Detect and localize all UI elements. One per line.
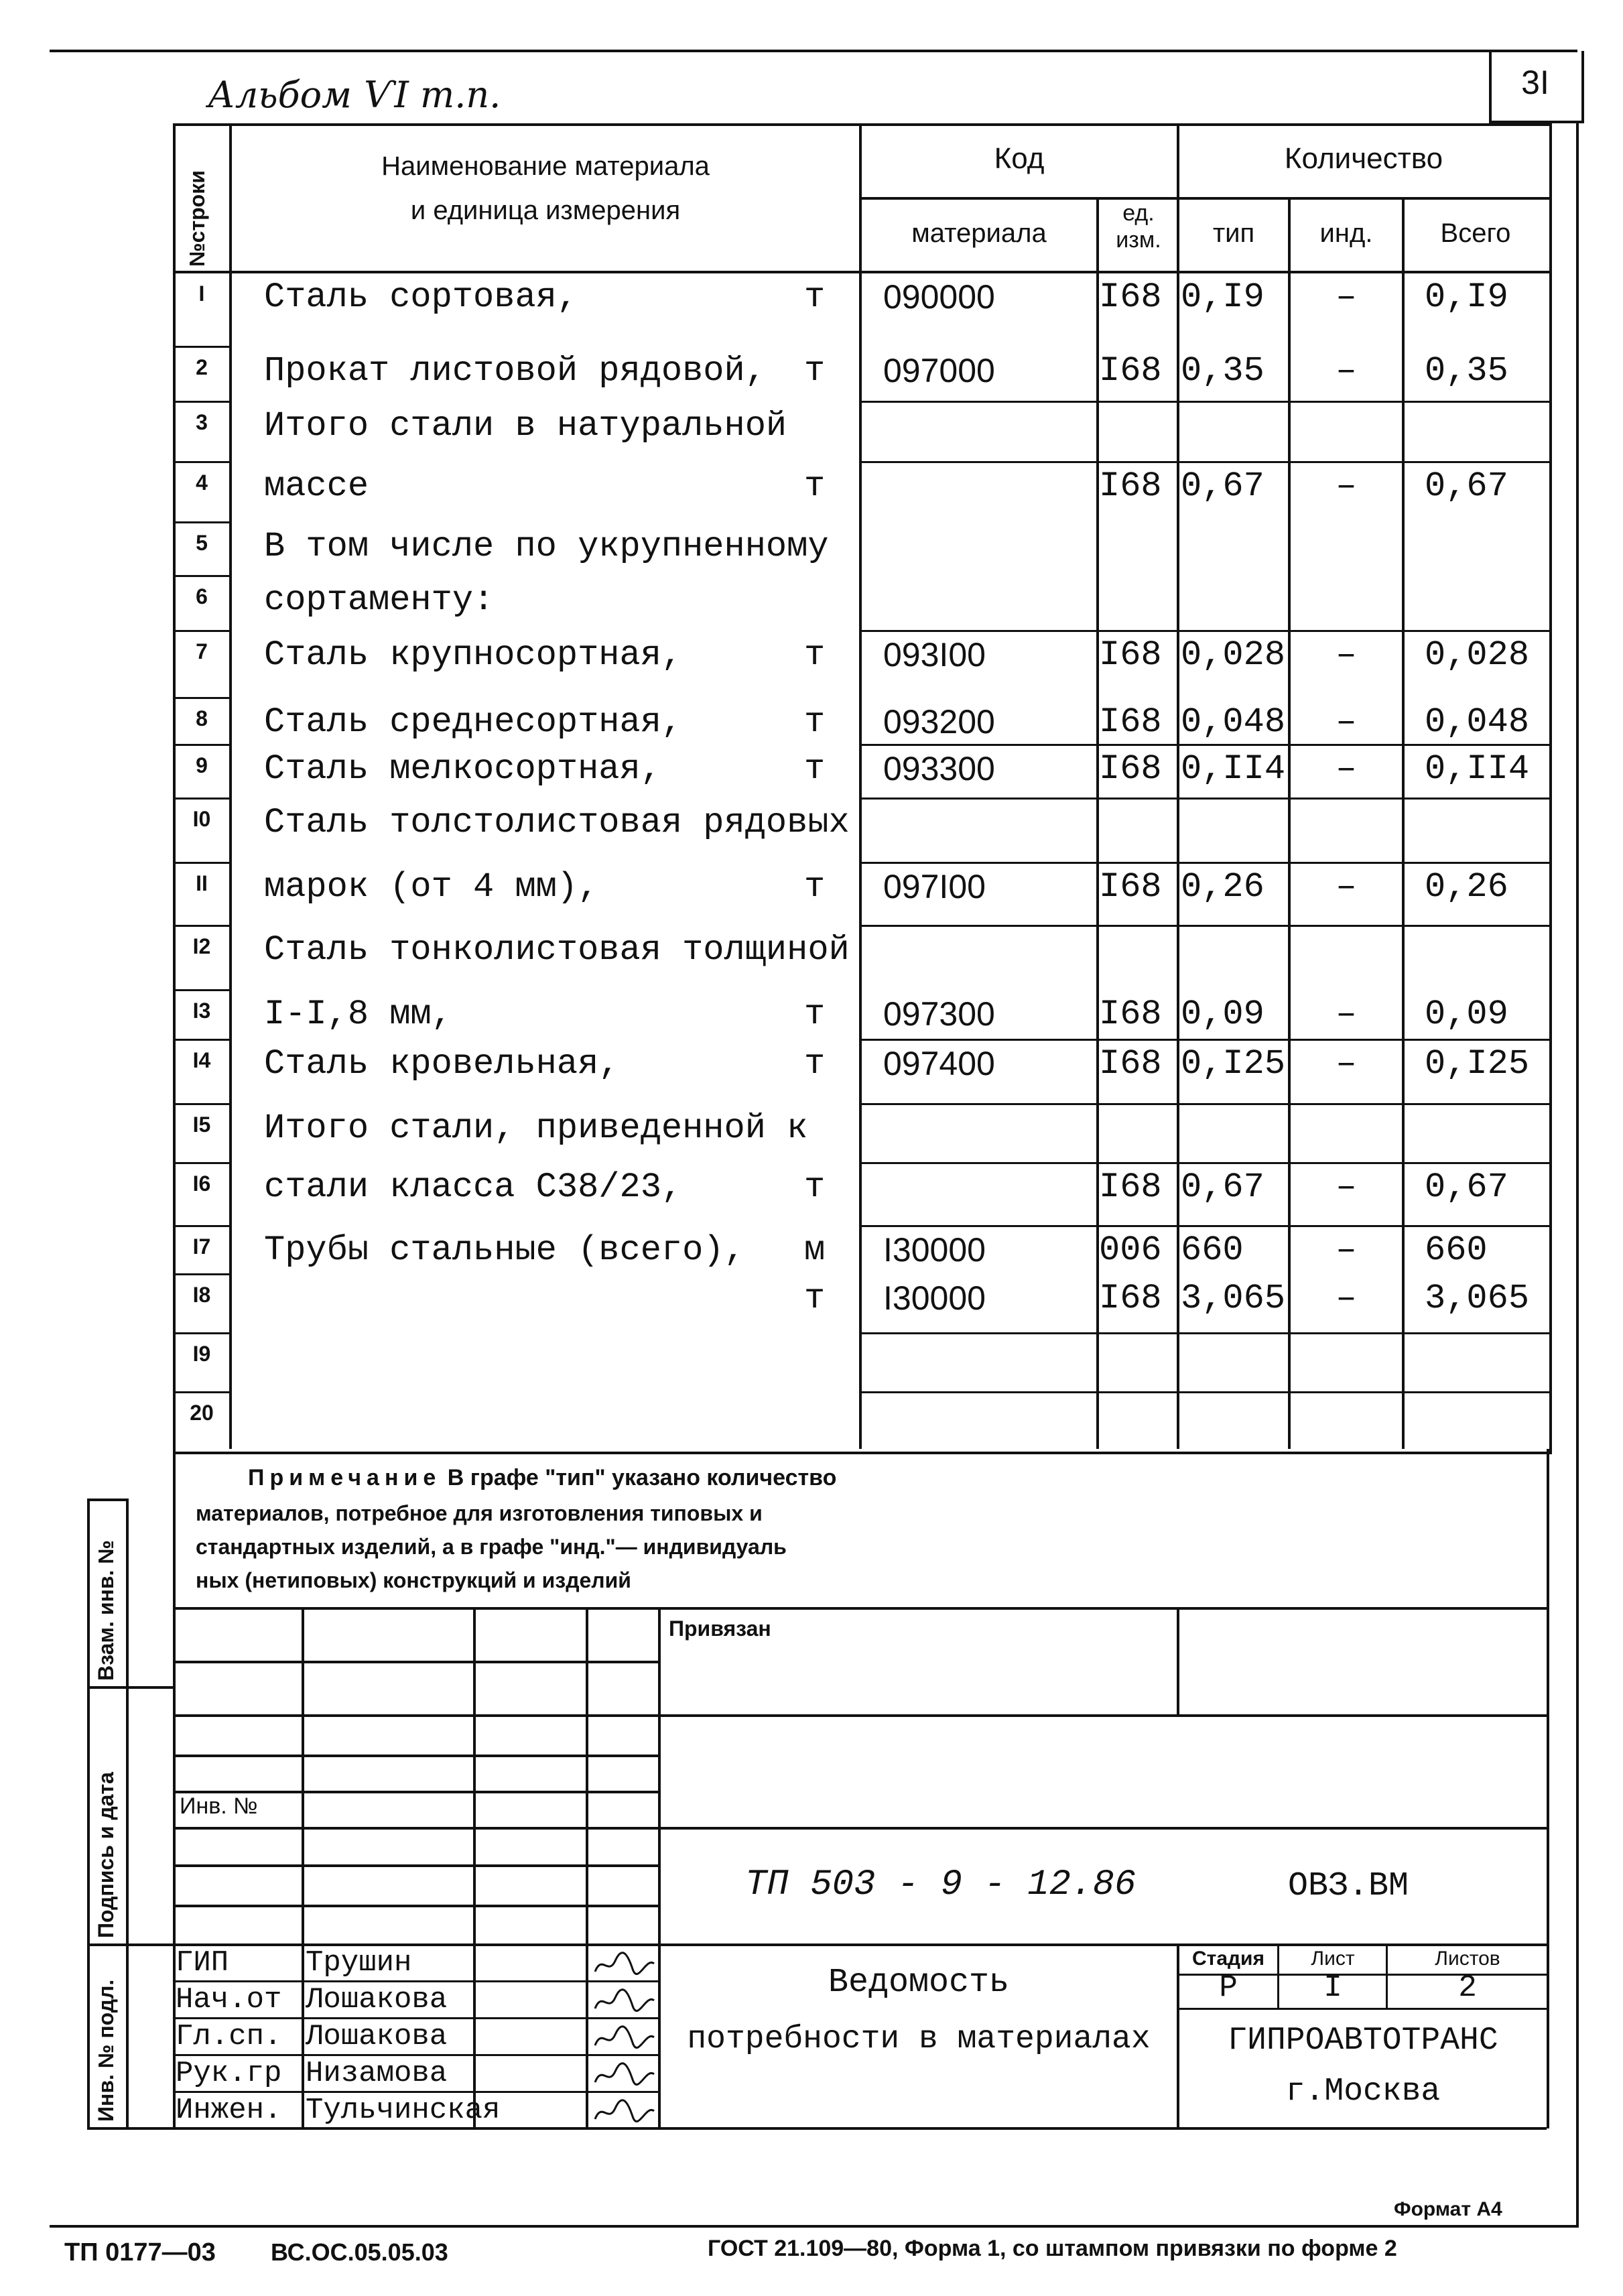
unit-letter: т <box>804 867 826 907</box>
col-line-name <box>229 123 232 1449</box>
person-role: Нач.от <box>176 1983 282 2017</box>
unit-code: I68 <box>1099 1279 1162 1318</box>
stamp-col-sig <box>586 1607 588 2127</box>
unit-code: I68 <box>1099 702 1162 742</box>
handwritten-signature <box>592 1949 657 1986</box>
stamp-right-edge <box>1547 1449 1549 2128</box>
row-number: I6 <box>192 1171 211 1196</box>
person-role: Инжен. <box>176 2094 282 2127</box>
row-separator <box>173 1162 229 1164</box>
row-separator <box>173 862 229 864</box>
material-name: Итого стали, приведенной к <box>264 1108 808 1148</box>
org-name: ГИПРОАВТОТРАНС <box>1228 2023 1498 2059</box>
row-number: I0 <box>192 807 211 831</box>
side-strip-div1 <box>87 1686 173 1689</box>
row-number: I2 <box>192 934 211 958</box>
type-header: тип <box>1212 218 1255 248</box>
total-header: Всего <box>1440 218 1511 248</box>
stamp-row-3 <box>173 1755 658 1757</box>
qty-ind: – <box>1336 995 1357 1034</box>
stamp-stage-col1 <box>1277 1943 1279 2008</box>
unit-code: I68 <box>1099 749 1162 789</box>
note-text-1: В графе "тип" указано количество <box>447 1465 837 1490</box>
stage-label: Стадия <box>1191 1948 1265 1970</box>
qty-total: 0,09 <box>1425 995 1508 1034</box>
person-name: Лошакова <box>306 2020 448 2053</box>
doc-mark: ОВЗ.ВМ <box>1288 1867 1409 1905</box>
page-right-edge <box>1576 121 1579 2225</box>
row-number: 8 <box>196 706 208 730</box>
row-separator <box>173 925 229 927</box>
side-label-podpis: Подпись и дата <box>94 1772 118 1938</box>
material-code: 093300 <box>883 750 995 787</box>
col-line-total <box>1402 197 1405 1449</box>
qty-type: 0,26 <box>1181 867 1264 907</box>
person-role: Гл.сп. <box>176 2020 282 2053</box>
row-rule <box>859 630 1549 632</box>
person-role: ГИП <box>176 1946 229 1980</box>
sheet-number: 3I <box>1521 64 1549 101</box>
material-code: 097300 <box>883 995 995 1033</box>
sheet-label: Лист <box>1311 1948 1355 1970</box>
qty-type: 0,II4 <box>1181 749 1286 789</box>
person-name: Лошакова <box>306 1983 448 2017</box>
row-separator <box>173 798 229 800</box>
unit-letter: т <box>804 702 826 742</box>
stamp-row-6 <box>173 1864 658 1867</box>
row-number: II <box>196 871 208 895</box>
material-name: массе <box>264 466 369 506</box>
row-number: 7 <box>196 639 208 663</box>
stamp-row-7 <box>173 1905 658 1907</box>
note-line-1 <box>248 1465 836 1491</box>
footer-mid-code: ВС.ОС.05.05.03 <box>271 2238 448 2266</box>
org-city: г.Москва <box>1285 2074 1441 2110</box>
qty-ind: – <box>1336 702 1357 742</box>
row-separator <box>173 521 229 523</box>
footer-rule <box>50 2225 1579 2228</box>
note-line-2: материалов, потребное для изготовления типовых и <box>196 1501 763 1525</box>
side-strip-left <box>87 1498 90 2128</box>
qty-type: 0,67 <box>1181 466 1264 506</box>
unit-code: I68 <box>1099 277 1162 317</box>
row-number: I3 <box>192 999 211 1023</box>
qty-total: 0,67 <box>1425 1167 1508 1207</box>
qty-type: 660 <box>1181 1230 1244 1270</box>
unit-code: I68 <box>1099 1044 1162 1084</box>
row-separator <box>173 401 229 403</box>
qty-type: 3,065 <box>1181 1279 1286 1318</box>
qty-total: 0,048 <box>1425 702 1530 742</box>
stamp-people-row-4 <box>173 2091 658 2093</box>
material-header: материала <box>911 218 1047 248</box>
material-name: Трубы стальные (всего), <box>264 1230 745 1270</box>
side-strip-mid <box>126 1498 129 2128</box>
person-name: Низамова <box>306 2057 448 2090</box>
row-separator <box>173 461 229 463</box>
row-rule <box>859 744 1549 746</box>
row-number: 5 <box>196 531 208 555</box>
material-code: 097000 <box>883 352 995 389</box>
row-rule <box>859 1103 1549 1105</box>
row-rule <box>859 1162 1549 1164</box>
row-rule <box>859 798 1549 800</box>
doc-code: ТП 503 - 9 - 12.86 <box>745 1864 1137 1905</box>
material-code: 097I00 <box>883 868 986 905</box>
stamp-stage-top <box>1177 1943 1547 1946</box>
footer-standard: ГОСТ 21.109—80, Форма 1, со штампом привязки по форме 2 <box>708 2236 1397 2261</box>
stamp-row-1 <box>173 1661 658 1663</box>
note-line-4: ных (нетиповых) конструкций и изделий <box>196 1568 631 1592</box>
row-number-header: №строки <box>185 170 209 267</box>
row-number: 9 <box>196 753 208 777</box>
row-separator <box>173 1332 229 1334</box>
code-header: Код <box>994 142 1045 175</box>
row-rule <box>859 1039 1549 1041</box>
stamp-row-2 <box>173 1714 1547 1717</box>
material-name: Сталь сортовая, <box>264 277 578 317</box>
qty-ind: – <box>1336 466 1357 506</box>
row-separator <box>173 697 229 699</box>
note-line-3: стандартных изделий, а в графе "инд."— индивидуаль <box>196 1535 787 1559</box>
stamp-stage-bottom <box>1177 2008 1547 2010</box>
material-name: I-I,8 мм, <box>264 995 452 1034</box>
sheets-label: Листов <box>1435 1948 1500 1970</box>
material-code: 093200 <box>883 703 995 741</box>
handwritten-signature <box>592 2059 657 2097</box>
row-number: I9 <box>192 1342 211 1366</box>
material-name: сортаменту: <box>264 580 495 620</box>
qty-total: 0,I25 <box>1425 1044 1530 1084</box>
handwritten-signature <box>592 1986 657 2023</box>
qty-total: 0,35 <box>1425 351 1508 391</box>
material-name: Сталь мелкосортная, <box>264 749 661 789</box>
material-code: 097400 <box>883 1045 995 1082</box>
row-separator <box>173 989 229 991</box>
header-mid-rule <box>859 197 1549 200</box>
stamp-people-row-2 <box>173 2017 658 2019</box>
unit-code: I68 <box>1099 1167 1162 1207</box>
qty-type: 0,048 <box>1181 702 1286 742</box>
material-name: Сталь тонколистовая толщиной <box>264 930 850 970</box>
row-separator <box>173 346 229 348</box>
person-name: Трушин <box>306 1946 412 1980</box>
sheet-value: I <box>1323 1970 1342 2005</box>
unit-code: 006 <box>1099 1230 1162 1270</box>
unit-letter: т <box>804 1279 826 1318</box>
material-name: стали класса С38/23, <box>264 1167 683 1207</box>
row-separator <box>173 1273 229 1275</box>
row-rule <box>859 1391 1549 1393</box>
material-name: В том числе по укрупненному <box>264 527 829 566</box>
material-name: Сталь кровельная, <box>264 1044 620 1084</box>
row-separator <box>173 630 229 632</box>
handwritten-signature <box>592 2023 657 2060</box>
stamp-col-role <box>302 1607 304 2127</box>
material-code: 093I00 <box>883 636 986 674</box>
stamp-bottom-rule <box>87 2127 1547 2130</box>
person-name: Тульчинская <box>306 2094 501 2127</box>
material-name: Сталь крупносортная, <box>264 635 683 675</box>
qty-type: 0,028 <box>1181 635 1286 675</box>
material-name: Сталь среднесортная, <box>264 702 683 742</box>
row-number: 6 <box>196 584 208 609</box>
row-rule <box>859 925 1549 927</box>
unit-letter: т <box>804 995 826 1034</box>
row-number: I7 <box>192 1234 211 1259</box>
row-number: 20 <box>190 1401 214 1425</box>
row-rule <box>859 1225 1549 1227</box>
qty-type: 0,67 <box>1181 1167 1264 1207</box>
unit-code: I68 <box>1099 995 1162 1034</box>
qty-total: 0,67 <box>1425 466 1508 506</box>
row-rule <box>859 401 1549 403</box>
qty-ind: – <box>1336 1167 1357 1207</box>
material-code: I30000 <box>883 1279 986 1317</box>
row-separator <box>173 1225 229 1227</box>
row-separator <box>173 1039 229 1041</box>
sheets-value: 2 <box>1458 1970 1477 2005</box>
unit-letter: т <box>804 1044 826 1084</box>
qty-ind: – <box>1336 749 1357 789</box>
unit-letter: т <box>804 635 826 675</box>
ind-header: инд. <box>1319 218 1373 248</box>
unit-code: I68 <box>1099 635 1162 675</box>
row-number: I4 <box>192 1048 211 1072</box>
unit-letter: т <box>804 749 826 789</box>
unit-header: ед. изм. <box>1116 200 1161 253</box>
material-name: Прокат листовой рядовой, <box>264 351 766 391</box>
stamp-people-row-1 <box>173 1980 658 1982</box>
stamp-privyazan-divider <box>1177 1607 1179 1714</box>
material-name: марок (от 4 мм), <box>264 867 599 907</box>
privyazan-label: Привязан <box>669 1616 771 1641</box>
qty-total: 0,II4 <box>1425 749 1530 789</box>
qty-ind: – <box>1336 1279 1357 1318</box>
qty-total: 0,I9 <box>1425 277 1508 317</box>
unit-letter: т <box>804 1167 826 1207</box>
col-line-qty <box>1177 123 1179 1449</box>
footer-left-code: ТП 0177—03 <box>64 2238 216 2267</box>
unit-code: I68 <box>1099 351 1162 391</box>
row-number: I5 <box>192 1112 211 1137</box>
note-title: Примечание <box>248 1465 442 1490</box>
material-code: 090000 <box>883 278 995 316</box>
row-number: 3 <box>196 410 208 434</box>
stamp-top-rule <box>173 1607 1547 1610</box>
row-number: 2 <box>196 355 208 379</box>
qty-type: 0,35 <box>1181 351 1264 391</box>
side-label-inv: Инв. № подл. <box>94 1979 118 2122</box>
row-separator <box>173 575 229 577</box>
row-rule <box>859 461 1549 463</box>
album-note: Альбом ѴІ т.п. <box>208 74 501 116</box>
row-rule <box>859 1332 1549 1334</box>
qty-type: 0,I9 <box>1181 277 1264 317</box>
quantity-header: Количество <box>1284 142 1443 175</box>
row-separator <box>173 744 229 746</box>
doc-title-1: Ведомость <box>828 1964 1010 2002</box>
row-separator <box>173 1103 229 1105</box>
qty-ind: – <box>1336 635 1357 675</box>
name-header-1: Наименование материала <box>381 151 710 181</box>
name-header-2: и единица измерения <box>410 196 681 225</box>
stamp-row-5 <box>173 1827 1547 1830</box>
stamp-stage-col2 <box>1386 1943 1388 2008</box>
unit-code: I68 <box>1099 867 1162 907</box>
header-bottom-rule <box>173 271 1549 273</box>
doc-title-2: потребности в материалах <box>687 2021 1151 2057</box>
format-label: Формат А4 <box>1394 2198 1502 2220</box>
inv-no-label: Инв. № <box>180 1793 258 1819</box>
qty-ind: – <box>1336 867 1357 907</box>
qty-total: 0,26 <box>1425 867 1508 907</box>
row-number: I <box>198 281 205 306</box>
material-name: Итого стали в натуральной <box>264 406 787 446</box>
qty-total: 3,065 <box>1425 1279 1530 1318</box>
row-number: 4 <box>196 470 208 495</box>
qty-ind: – <box>1336 277 1357 317</box>
stamp-people-row-3 <box>173 2054 658 2056</box>
qty-ind: – <box>1336 1044 1357 1084</box>
material-code: I30000 <box>883 1231 986 1269</box>
stamp-col-name <box>473 1607 476 2127</box>
handwritten-signature <box>592 2096 657 2134</box>
col-line-code <box>859 123 862 1449</box>
unit-letter: м <box>804 1230 826 1270</box>
row-number: I8 <box>192 1283 211 1307</box>
unit-code: I68 <box>1099 466 1162 506</box>
qty-type: 0,I25 <box>1181 1044 1286 1084</box>
qty-total: 660 <box>1425 1230 1488 1270</box>
unit-letter: т <box>804 277 826 317</box>
qty-total: 0,028 <box>1425 635 1530 675</box>
unit-letter: т <box>804 351 826 391</box>
material-name: Сталь толстолистовая рядовых <box>264 803 850 842</box>
top-rule <box>50 50 1577 52</box>
row-separator <box>173 1391 229 1393</box>
qty-type: 0,09 <box>1181 995 1264 1034</box>
qty-ind: – <box>1336 1230 1357 1270</box>
side-label-vzam: Взам. инв. № <box>94 1540 118 1681</box>
side-strip-top <box>87 1498 129 1501</box>
stage-value: Р <box>1219 1970 1238 2005</box>
row-rule <box>859 862 1549 864</box>
unit-letter: т <box>804 466 826 506</box>
qty-ind: – <box>1336 351 1357 391</box>
person-role: Рук.гр <box>176 2057 282 2090</box>
